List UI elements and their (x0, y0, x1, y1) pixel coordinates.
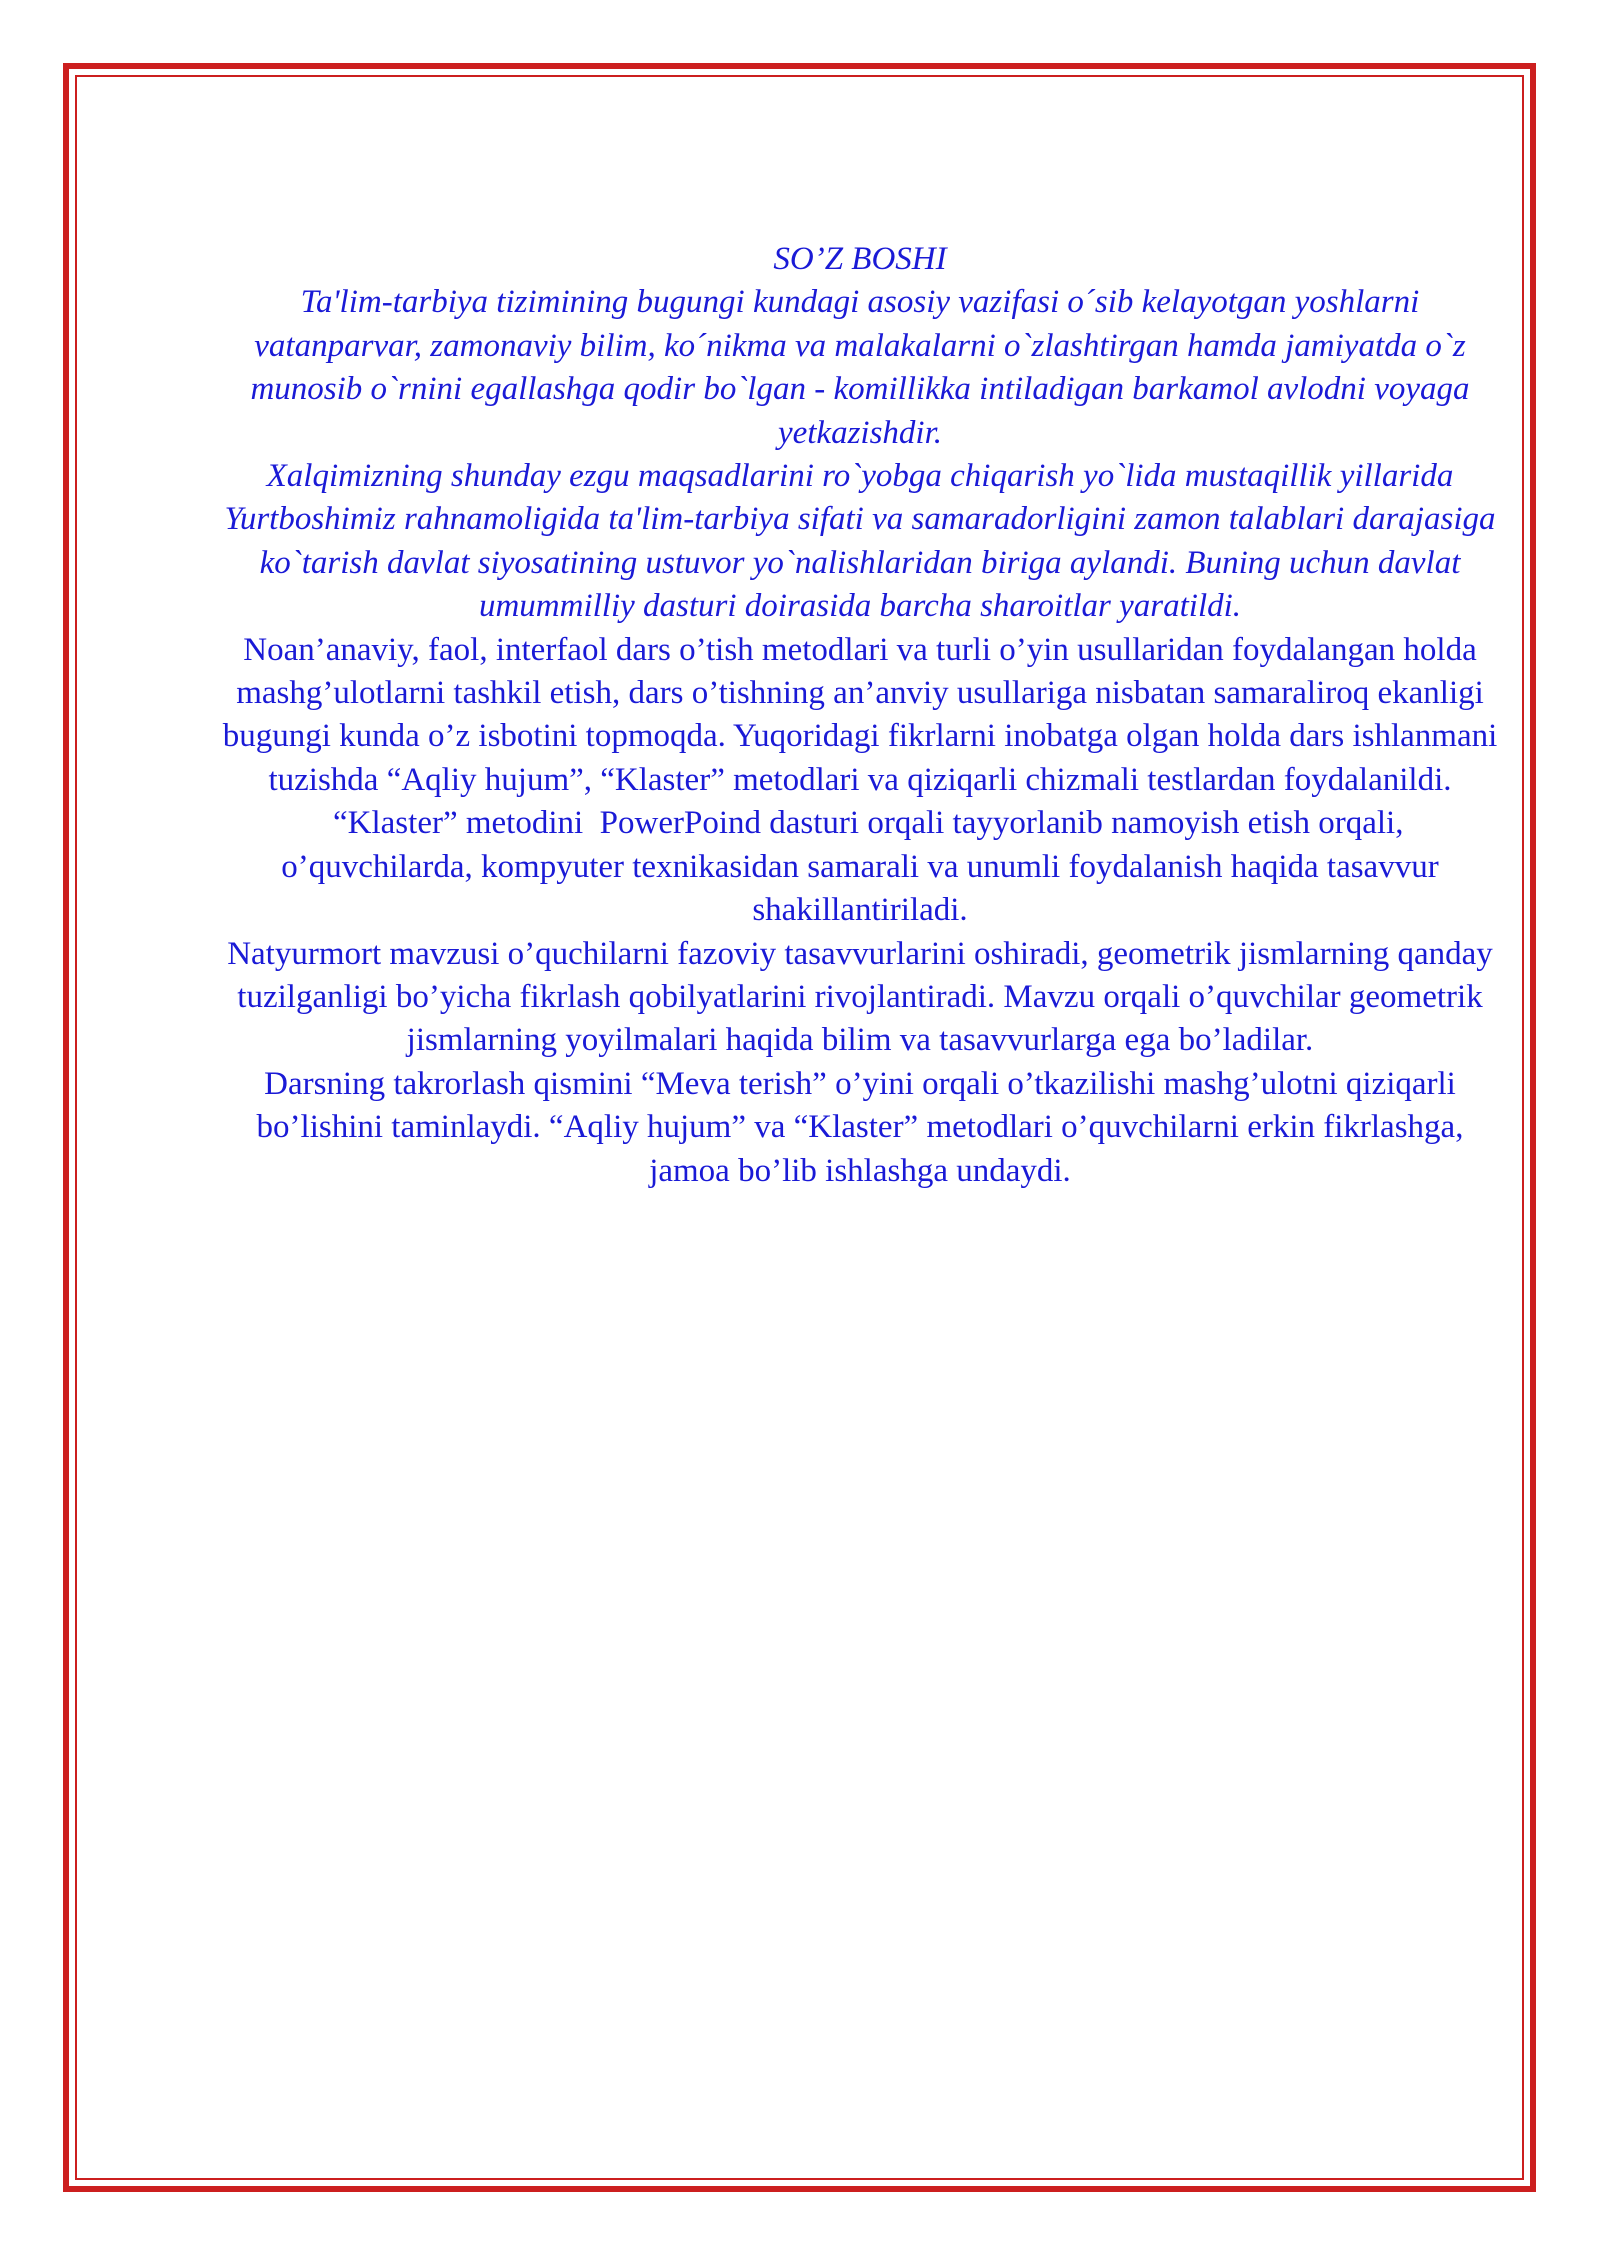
paragraph-5: Natyurmort mavzusi o’quchilarni fazoviy tasavvurlarini oshiradi, geometrik jismlarning qanday tuzilganligi bo’yicha fikrlash qobilyatlarini rivojlantiradi. Mavzu orqali o’quvchilar geometrik jismlarning yoyilmalari haqida bilim va tasavvurlarga ega bo’ladilar. (227, 935, 1493, 1059)
paragraph-4: “Klaster” metodini PowerPoind dasturi orqali tayyorlanib namoyish etish orqali, o’quvchilarda, kompyuter texnikasidan samarali va unumli foydalanish haqida tasavvur shakillantiriladi. (281, 805, 1447, 929)
paragraph-1: Ta'lim-tarbiya tizimining bugungi kundagi asosiy vazifasi o´sib kelayotgan yoshlarni vatanparvar, zamonaviy bilim, ko´nikma va malakalarni o`zlashtirgan hamda jamiyatda o`z munosib o`rnini egallashga qodir bo`lgan - komillikka intiladigan barkamol avlodni voyaga yetkazishdir. (250, 284, 1470, 451)
document-body (220, 238, 1500, 1193)
paragraph-3: Noan’anaviy, faol, interfaol dars o’tish metodlari va turli o’yin usullaridan foydalangan holda mashg’ulotlarni tashkil etish, dars o’tishning an’anviy usullariga nisbatan samaraliroq ekanligi bugungi kunda o’z isbotini topmoqda. Yuqoridagi fikrlarni inobatga olgan holda dars ishlanmani tuzishda “Aqliy hujum”, “Klaster” metodlari va qiziqarli chizmali testlardan foydalanildi. (222, 631, 1498, 798)
paragraph-2: Xalqimizning shunday ezgu maqsadlarini ro`yobga chiqarish yo`lida mustaqillik yillarida Yurtboshimiz rahnamoligida ta'lim-tarbiya sifati va samaradorligini zamon talablari darajasiga ko`tarish davlat siyosatining ustuvor yo`nalishlaridan biriga aylandi. Buning uchun davlat umummilliy dasturi doirasida barcha sharoitlar yaratildi. (224, 458, 1496, 625)
paragraph-6: Darsning takrorlash qismini “Meva terish” o’yini orqali o’tkazilishi mashg’ulotni qiziqarli bo’lishini taminlaydi. “Aqliy hujum” va “Klaster” metodlari o’quvchilarni erkin fikrlashga, jamoa bo’lib ishlashga undaydi. (256, 1065, 1464, 1189)
document-title: SO’Z BOSHI (773, 241, 947, 277)
